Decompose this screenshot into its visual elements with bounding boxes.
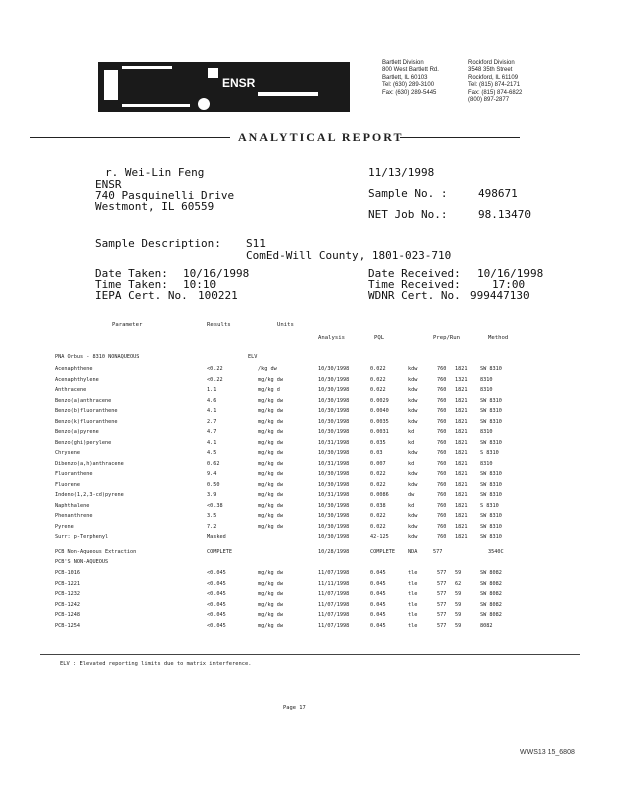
date-received-value: 10/16/1998 (477, 267, 544, 280)
cell-parameter: PCB-1248 (55, 612, 80, 618)
cell-basis: kd (408, 429, 415, 435)
cell-run: 1321 (455, 376, 468, 383)
cell-prep: 577 (437, 580, 447, 587)
cell-pql: 0.045 (370, 591, 386, 597)
cell-prep: 760 (437, 481, 447, 488)
cell-pql: 0.045 (370, 601, 386, 608)
cell-result: 7.2 (207, 523, 217, 530)
cell-method: SW 8310 (480, 492, 502, 498)
cell-pql: 0.035 (370, 439, 386, 446)
cell-units: mg/kg dw (258, 450, 283, 456)
cell-units: mg/kg dw (258, 471, 283, 477)
wdnr-cert-label: WDNR Cert. No. (368, 289, 461, 302)
section-pna-title: PNA Orbus - 8310 NONAQUEOUS (55, 354, 140, 360)
table-row (0, 440, 618, 448)
cell-pql: 0.022 (370, 376, 386, 383)
cell-pql: 0.045 (370, 612, 386, 618)
cell-pql: 0.03 (370, 450, 383, 456)
col-parameter: Parameter (112, 322, 143, 328)
net-job-value: 98.13470 (478, 208, 531, 221)
cell-units: mg/kg dw (258, 397, 283, 404)
cell-method: SW 8310 (480, 471, 502, 477)
cell-units: mg/kg dw (258, 439, 283, 446)
cell-pql: 0.045 (370, 570, 386, 576)
cell-pql: 0.0086 (370, 492, 389, 498)
cell-units: mg/kg dw (258, 591, 283, 597)
cell-basis: kdw (408, 397, 418, 404)
table-row (0, 612, 618, 620)
cell-method: SW 8310 (480, 534, 502, 540)
cell-parameter: PCB-1016 (55, 570, 80, 576)
rockford-division-address: Rockford Division 3548 35th Street Rockford, IL 61109 Tel: (815) 874-2171 Fax: (815) 874-6822 (800) 897-2877 (468, 60, 523, 104)
table-row (0, 602, 618, 610)
cell-run: 59 (455, 612, 462, 618)
cell-pql: 0.022 (370, 366, 386, 372)
cell-basis: tle (408, 601, 418, 608)
cell-parameter: Anthracene (55, 387, 87, 393)
cell-parameter: Pyrene (55, 523, 74, 530)
company-logo (98, 62, 350, 112)
document-id: WWS13 15_6808 (520, 749, 575, 756)
footnote-rule (40, 654, 580, 655)
cell-method: SW 8310 (480, 513, 502, 519)
cell-prep: 760 (437, 408, 447, 414)
sample-description-label: Sample Description: (95, 237, 221, 250)
client-city: Westmont, IL 60559 (95, 200, 215, 213)
sample-description-site: ComEd-Will County, 1801-023-710 (246, 249, 452, 262)
cell-parameter: PCB-1221 (55, 580, 80, 587)
cell-result: <0.045 (207, 570, 226, 576)
cell-prep: 760 (437, 376, 447, 383)
cell-result: 0.50 (207, 481, 220, 488)
cell-parameter: Phenanthrene (55, 513, 93, 519)
cell-analysis-date: 10/30/1998 (318, 450, 350, 456)
table-row (0, 471, 618, 479)
cell-pql: 0.038 (370, 502, 386, 509)
cell-method: SW 8310 (480, 366, 502, 372)
col-prep-run: Prep/Run (433, 335, 460, 341)
table-row (0, 482, 618, 490)
cell-run: 1821 (455, 460, 468, 467)
cell-units: mg/kg dw (258, 523, 283, 530)
date-taken-label: Date Taken: (95, 267, 168, 280)
cell-result: 0.62 (207, 460, 220, 467)
table-row (0, 408, 618, 416)
cell-method: 8310 (480, 376, 493, 383)
cell-parameter: Benzo(a)anthracene (55, 397, 112, 404)
cell-run: 1821 (455, 492, 468, 498)
cell-method: S 8310 (480, 502, 499, 509)
table-row (0, 513, 618, 521)
cell-analysis-date: 10/28/1998 (318, 549, 350, 555)
cell-analysis-date: 10/31/1998 (318, 492, 350, 498)
table-row (0, 591, 618, 599)
cell-basis: kdw (408, 471, 418, 477)
cell-units: mg/kg dw (258, 376, 283, 383)
page-number: Page 17 (283, 705, 306, 711)
cell-method: SW 8310 (480, 481, 502, 488)
cell-run: 1821 (455, 513, 468, 519)
cell-basis: kdw (408, 418, 418, 425)
cell-basis: dw (408, 492, 415, 498)
sample-no-value: 498671 (478, 187, 518, 200)
cell-method: SW 8082 (480, 591, 502, 597)
cell-prep: 577 (437, 591, 447, 597)
cell-prep: 760 (437, 439, 447, 446)
cell-basis: kdw (408, 513, 418, 519)
client-street: 740 Pasquinelli Drive (95, 189, 235, 202)
cell-run: 1821 (455, 418, 468, 425)
cell-parameter: Benzo(k)fluoranthene (55, 418, 118, 425)
cell-analysis-date: 11/07/1998 (318, 612, 350, 618)
date-received-label: Date Received: (368, 267, 461, 280)
cell-parameter: PCB-1242 (55, 601, 80, 608)
cell-method: 8082 (480, 622, 493, 629)
cell-result: 1.1 (207, 387, 217, 393)
cell-result: <0.045 (207, 612, 226, 618)
cell-basis: kdw (408, 387, 418, 393)
cell-result: Masked (207, 534, 226, 540)
cell-analysis-date: 10/30/1998 (318, 408, 350, 414)
cell-units: mg/kg dw (258, 418, 283, 425)
cell-pql: 0.022 (370, 471, 386, 477)
cell-result: 2.7 (207, 418, 217, 425)
cell-prep: 577 (433, 549, 443, 555)
title-rule-right (400, 137, 520, 138)
cell-parameter: Naphthalene (55, 502, 90, 509)
cell-prep: 760 (437, 387, 447, 393)
cell-prep: 760 (437, 513, 447, 519)
cell-basis: kd (408, 502, 415, 509)
cell-analysis-date: 10/30/1998 (318, 376, 350, 383)
col-analysis: Analysis (318, 335, 345, 341)
cell-analysis-date: 10/30/1998 (318, 366, 350, 372)
cell-analysis-date: 11/07/1998 (318, 570, 350, 576)
cell-result: COMPLETE (207, 549, 232, 555)
table-row (0, 570, 618, 578)
cell-method: SW 8310 (480, 408, 502, 414)
cell-pql: COMPLETE (370, 549, 395, 555)
table-row (0, 377, 618, 385)
cell-run: 59 (455, 622, 462, 629)
cell-parameter: Benzo(b)fluoranthene (55, 408, 118, 414)
table-row (0, 398, 618, 406)
cell-pql: 0.022 (370, 481, 386, 488)
iepa-cert-value: 100221 (198, 289, 238, 302)
cell-parameter: Fluoranthene (55, 471, 93, 477)
cell-prep: 760 (437, 429, 447, 435)
cell-basis: NDA (408, 549, 418, 555)
cell-result: 4.5 (207, 450, 217, 456)
time-received-label: Time Received: (368, 278, 461, 291)
table-row (0, 366, 618, 374)
cell-parameter: Acenaphthylene (55, 376, 99, 383)
cell-result: 3.9 (207, 492, 217, 498)
cell-prep: 760 (437, 523, 447, 530)
client-company: ENSR (95, 178, 122, 191)
cell-result: 4.1 (207, 408, 217, 414)
table-row (0, 429, 618, 437)
cell-units: /kg dw (258, 366, 277, 372)
cell-result: <0.22 (207, 366, 223, 372)
cell-run: 1821 (455, 450, 468, 456)
cell-units: mg/kg dw (258, 612, 283, 618)
cell-parameter: PCB Non-Aqueous Extraction (55, 549, 137, 555)
table-row (0, 450, 618, 458)
table-row (0, 419, 618, 427)
cell-basis: tle (408, 570, 418, 576)
cell-run: 59 (455, 591, 462, 597)
cell-run: 1821 (455, 471, 468, 477)
cell-units: mg/kg dw (258, 580, 283, 587)
cell-prep: 760 (437, 502, 447, 509)
logo-text: ENSR (222, 76, 256, 90)
cell-prep: 760 (437, 492, 447, 498)
cell-pql: 0.0031 (370, 429, 389, 435)
cell-basis: kdw (408, 408, 418, 414)
table-row (0, 623, 618, 631)
cell-result: 4.6 (207, 397, 217, 404)
cell-analysis-date: 11/07/1998 (318, 622, 350, 629)
table-row (0, 492, 618, 500)
cell-prep: 760 (437, 397, 447, 404)
cell-result: 4.7 (207, 429, 217, 435)
wdnr-cert-value: 999447130 (470, 289, 530, 302)
cell-run: 1821 (455, 387, 468, 393)
col-method: Method (488, 335, 509, 341)
bartlett-division-address: Bartlett Division 800 West Bartlett Rd. Bartlett, IL 60103 Tel: (630) 289-3100 Fax: (630) 289-5445 (382, 60, 439, 96)
cell-units: mg/kg dw (258, 481, 283, 488)
cell-prep: 577 (437, 622, 447, 629)
cell-run: 59 (455, 570, 462, 576)
cell-prep: 760 (437, 471, 447, 477)
cell-method: SW 8310 (480, 439, 502, 446)
cell-method: 8310 (480, 460, 493, 467)
date-taken-value: 10/16/1998 (183, 267, 250, 280)
cell-run: 1821 (455, 439, 468, 446)
cell-units: mg/kg dw (258, 408, 283, 414)
cell-parameter: Benzo(ghi)perylene (55, 439, 112, 446)
cell-basis: kdw (408, 523, 418, 530)
cell-parameter: PCB-1254 (55, 622, 80, 629)
cell-analysis-date: 10/30/1998 (318, 429, 350, 435)
cell-method: S 8310 (480, 450, 499, 456)
cell-pql: 0.022 (370, 387, 386, 393)
cell-analysis-date: 10/30/1998 (318, 523, 350, 530)
cell-prep: 760 (437, 460, 447, 467)
cell-analysis-date: 10/30/1998 (318, 481, 350, 488)
cell-units: mg/kg dw (258, 570, 283, 576)
cell-analysis-date: 10/30/1998 (318, 534, 350, 540)
cell-analysis-date: 10/31/1998 (318, 439, 350, 446)
cell-run: 1821 (455, 408, 468, 414)
cell-pql: 0.0035 (370, 418, 389, 425)
cell-parameter: Acenaphthene (55, 366, 93, 372)
cell-run: 1821 (455, 534, 468, 540)
table-row (0, 524, 618, 532)
cell-basis: tle (408, 612, 418, 618)
sample-description-id: S11 (246, 237, 266, 250)
cell-run: 1821 (455, 366, 468, 372)
cell-analysis-date: 11/07/1998 (318, 601, 350, 608)
cell-pql: 0.045 (370, 580, 386, 587)
cell-parameter: Fluorene (55, 481, 80, 488)
cell-parameter: Chrysene (55, 450, 80, 456)
cell-run: 1821 (455, 481, 468, 488)
section-pcb-title: PCB'S NON-AQUEOUS (55, 559, 109, 565)
cell-units: mg/kg dw (258, 429, 283, 435)
cell-basis: kd (408, 439, 415, 446)
cell-method: 3540C (488, 549, 504, 555)
cell-pql: 0.022 (370, 523, 386, 530)
cell-result: <0.045 (207, 601, 226, 608)
table-row (0, 503, 618, 511)
cell-method: SW 8310 (480, 523, 502, 530)
cell-method: SW 8310 (480, 397, 502, 404)
report-title: ANALYTICAL REPORT (238, 130, 404, 144)
cell-method: 8310 (480, 429, 493, 435)
cell-units: mg/kg dw (258, 513, 283, 519)
cell-analysis-date: 10/30/1998 (318, 513, 350, 519)
client-attention: r. Wei-Lin Feng (105, 166, 205, 179)
table-row (0, 461, 618, 469)
cell-run: 1821 (455, 502, 468, 509)
col-pql: PQL (374, 335, 385, 341)
cell-basis: kdw (408, 366, 418, 372)
table-row (0, 534, 618, 542)
cell-prep: 577 (437, 570, 447, 576)
section-pna-flag: ELV (248, 354, 258, 360)
cell-parameter: Indeno(1,2,3-cd)pyrene (55, 492, 124, 498)
cell-analysis-date: 10/30/1998 (318, 397, 350, 404)
cell-units: mg/kg dw (258, 622, 283, 629)
cell-parameter: Surr: p-Terphenyl (55, 534, 109, 540)
cell-run: 1821 (455, 397, 468, 404)
pcb-extraction-row (0, 549, 618, 557)
cell-parameter: Benzo(a)pyrene (55, 429, 99, 435)
cell-prep: 760 (437, 450, 447, 456)
cell-prep: 760 (437, 534, 447, 540)
cell-pql: 0.0029 (370, 397, 389, 404)
cell-result: <0.22 (207, 376, 223, 383)
cell-method: 8310 (480, 387, 493, 393)
cell-result: 3.5 (207, 513, 217, 519)
cell-method: SW 8082 (480, 612, 502, 618)
cell-basis: kdw (408, 481, 418, 488)
iepa-cert-label: IEPA Cert. No. (95, 289, 188, 302)
cell-run: 1821 (455, 429, 468, 435)
cell-analysis-date: 10/30/1998 (318, 387, 350, 393)
table-row (0, 387, 618, 395)
cell-result: 4.1 (207, 439, 217, 446)
cell-run: 59 (455, 601, 462, 608)
net-job-label: NET Job No.: (368, 208, 448, 221)
cell-analysis-date: 11/07/1998 (318, 591, 350, 597)
cell-basis: tle (408, 622, 418, 629)
cell-basis: kdw (408, 450, 418, 456)
time-taken-value: 10:10 (183, 278, 217, 291)
cell-method: SW 8082 (480, 601, 502, 608)
cell-pql: 42-125 (370, 534, 389, 540)
cell-parameter: PCB-1232 (55, 591, 80, 597)
report-date: 11/13/1998 (368, 166, 435, 179)
cell-parameter: Dibenzo(a,h)anthracene (55, 460, 124, 467)
cell-basis: kdw (408, 376, 418, 383)
cell-basis: tle (408, 580, 418, 587)
cell-basis: kd (408, 460, 415, 467)
cell-prep: 577 (437, 601, 447, 608)
cell-analysis-date: 10/30/1998 (318, 471, 350, 477)
cell-pql: 0.045 (370, 622, 386, 629)
cell-pql: 0.007 (370, 460, 386, 467)
cell-result: 9.4 (207, 471, 217, 477)
cell-method: SW 8082 (480, 580, 502, 587)
footnote-elv: ELV : Elevated reporting limits due to matrix interference. (60, 661, 252, 667)
cell-analysis-date: 11/11/1998 (318, 580, 350, 587)
cell-basis: kdw (408, 534, 418, 540)
sample-no-label: Sample No. : (368, 187, 448, 200)
cell-analysis-date: 10/31/1998 (318, 460, 350, 467)
cell-result: <0.38 (207, 502, 223, 509)
cell-method: SW 8310 (480, 418, 502, 425)
cell-units: mg/kg d (258, 387, 280, 393)
cell-prep: 760 (437, 418, 447, 425)
cell-units: mg/kg dw (258, 492, 283, 498)
cell-prep: 577 (437, 612, 447, 618)
cell-result: <0.045 (207, 622, 226, 629)
cell-method: SW 8082 (480, 570, 502, 576)
col-units: Units (277, 322, 294, 328)
cell-units: mg/kg dw (258, 502, 283, 509)
cell-pql: 0.022 (370, 513, 386, 519)
cell-units: mg/kg dw (258, 601, 283, 608)
cell-units: mg/kg dw (258, 460, 283, 467)
title-rule-left (30, 137, 230, 138)
cell-prep: 760 (437, 366, 447, 372)
col-results: Results (207, 322, 231, 328)
time-taken-label: Time Taken: (95, 278, 168, 291)
table-row (0, 581, 618, 589)
time-received-value: 17:00 (492, 278, 526, 291)
cell-analysis-date: 10/30/1998 (318, 502, 350, 509)
cell-result: <0.045 (207, 591, 226, 597)
cell-pql: 0.0040 (370, 408, 389, 414)
cell-analysis-date: 10/30/1998 (318, 418, 350, 425)
cell-run: 62 (455, 580, 462, 587)
cell-result: <0.045 (207, 580, 226, 587)
cell-run: 1821 (455, 523, 468, 530)
cell-basis: tle (408, 591, 418, 597)
